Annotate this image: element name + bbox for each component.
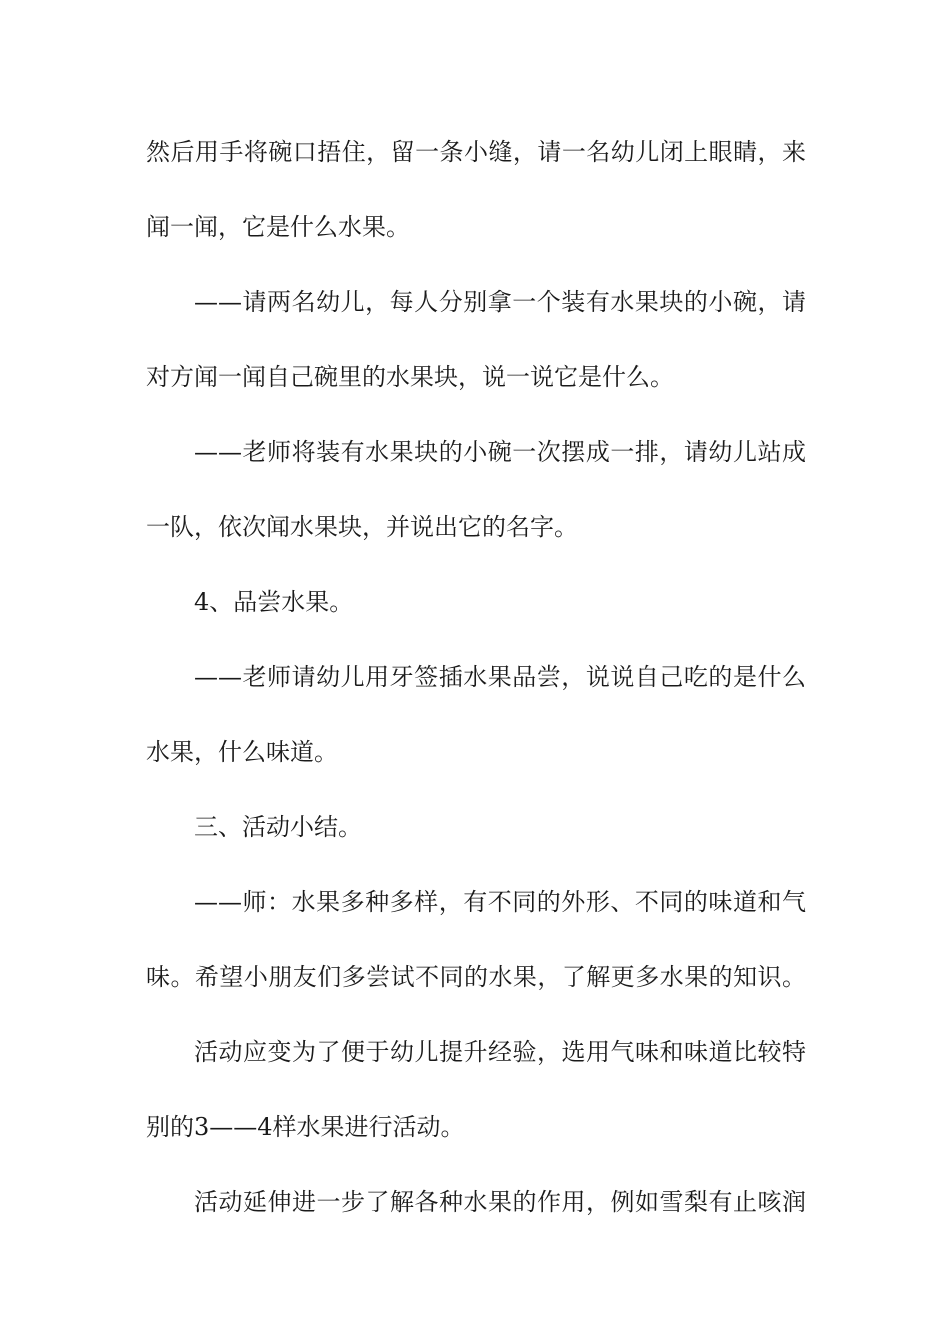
text-line-3: ——请两名幼儿，每人分别拿一个装有水果块的小碗，请 <box>194 288 806 316</box>
text-line-13: 活动应变为了便于幼儿提升经验，选用气味和味道比较特 <box>194 1038 806 1066</box>
section-heading-summary: 三、活动小结。 <box>194 813 362 841</box>
text-line-2: 闻一闻，它是什么水果。 <box>146 213 410 241</box>
text-line-6: 一队，依次闻水果块，并说出它的名字。 <box>146 513 578 541</box>
text-line-4: 对方闻一闻自己碗里的水果块，说一说它是什么。 <box>146 363 674 391</box>
text-line-8: ——老师请幼儿用牙签插水果品尝，说说自己吃的是什么 <box>194 663 806 691</box>
text-line-9: 水果，什么味道。 <box>146 738 338 766</box>
text-line-12: 味。希望小朋友们多尝试不同的水果，了解更多水果的知识。 <box>146 963 806 991</box>
text-line-5: ——老师将装有水果块的小碗一次摆成一排，请幼儿站成 <box>194 438 806 466</box>
text-line-11: ——师：水果多种多样，有不同的外形、不同的味道和气 <box>194 888 806 916</box>
text-line-1: 然后用手将碗口捂住，留一条小缝，请一名幼儿闭上眼睛，来 <box>146 138 806 166</box>
section-heading-tasting: 4、品尝水果。 <box>194 588 354 616</box>
text-line-15: 活动延伸进一步了解各种水果的作用，例如雪梨有止咳润 <box>194 1188 806 1216</box>
text-line-14: 别的3——4样水果进行活动。 <box>146 1113 465 1141</box>
